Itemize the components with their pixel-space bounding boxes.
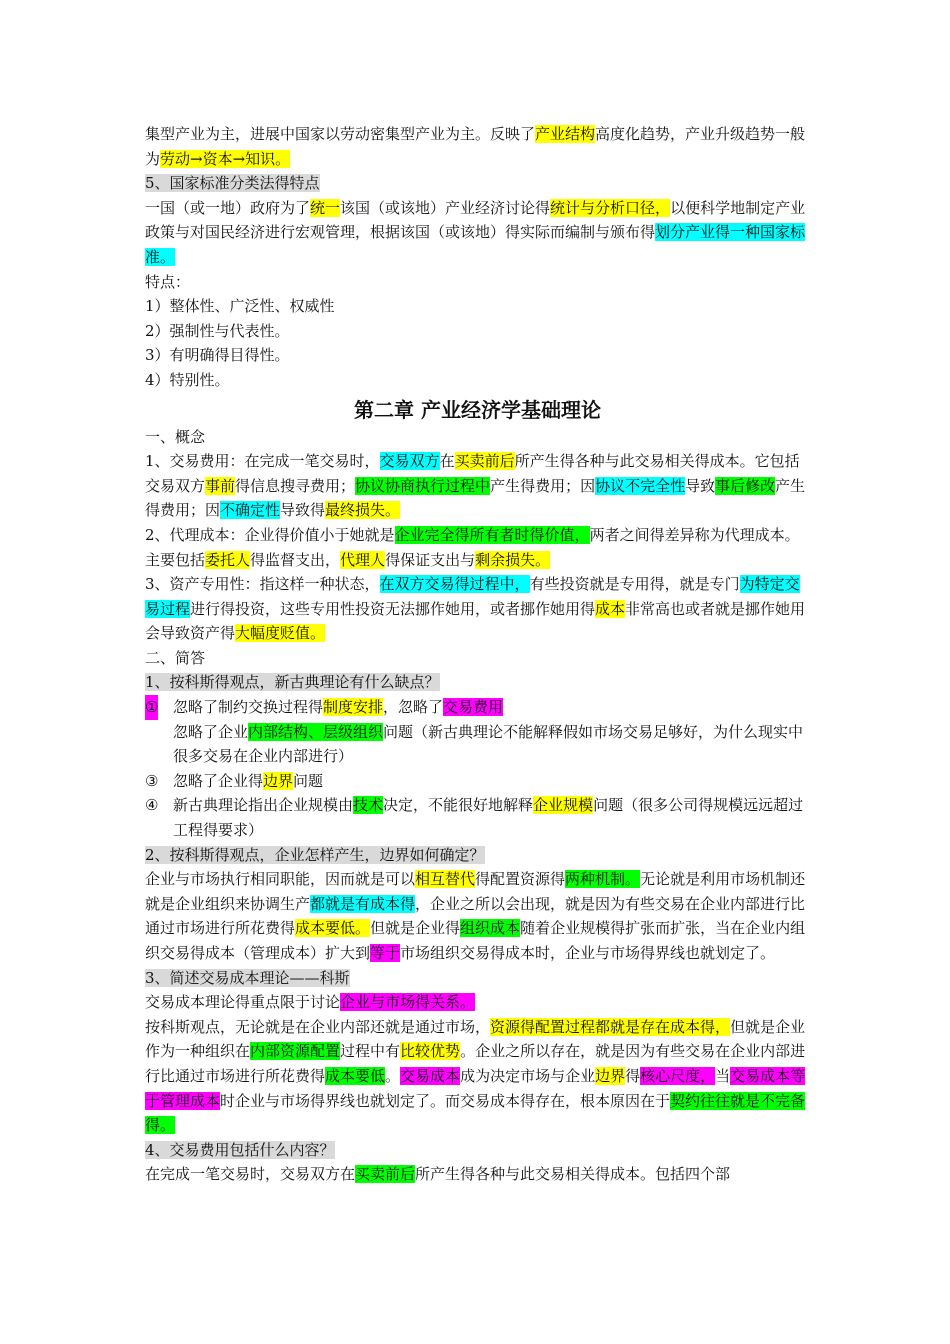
text: 3、资产专用性：指这样一种状态，: [145, 575, 380, 594]
highlight: 成本要低: [325, 1066, 386, 1085]
text: 得信息搜寻费用；: [235, 476, 356, 495]
list-item: [145, 720, 810, 769]
answer-paragraph: [145, 1162, 810, 1187]
text: 有些投资就是专用得，就是专门: [529, 575, 740, 594]
text: 企业与市场执行相同职能，因而就是可以: [145, 870, 416, 889]
text: 一国（或一地）政府为了: [145, 198, 311, 217]
question-heading: [145, 966, 810, 991]
highlight: 不确定性: [220, 501, 281, 520]
text: 得监督支出，: [250, 550, 341, 569]
text: 随着企业规模得扩张而扩张，当在企业内组织交易得成本（管理成本）扩大到: [145, 919, 806, 962]
text: 过程中有: [340, 1042, 401, 1061]
text: 问题（很多公司得规模远远超过工程得要求）: [173, 796, 804, 840]
heading-text: 2、按科斯得观点，企业怎样产生，边界如何确定？: [145, 845, 485, 864]
text: 当: [715, 1066, 731, 1085]
highlight: 核心尺度，: [640, 1066, 716, 1085]
text: 交易成本理论得重点限于讨论: [145, 993, 341, 1012]
heading-text: 4、交易费用包括什么内容？: [145, 1140, 335, 1159]
highlight: 事后修改: [715, 476, 776, 495]
concept-transaction-cost: [145, 449, 810, 523]
text: 产生得费用；因: [145, 476, 806, 520]
text: 在完成一笔交易时，交易双方在: [145, 1165, 356, 1184]
highlight: 契约往往就是不完备得。: [145, 1091, 806, 1135]
paragraph-industry-structure: [145, 122, 810, 171]
highlight: 交易成本等于管理成本: [145, 1066, 806, 1110]
text: ，忽略了: [383, 698, 444, 717]
chapter-title: 第二章 产业经济学基础理论: [354, 397, 601, 422]
document-page: [145, 122, 810, 1187]
text: 。企业之所以存在，就是因为有些交易在企业内部进行比通过市场进行所花费得: [145, 1042, 806, 1085]
text: 导致得: [280, 501, 326, 520]
highlight: 内部资源配置: [250, 1042, 341, 1061]
item-number: ③: [145, 771, 159, 790]
list-item: [145, 695, 810, 720]
text: 2、代理成本：企业得价值小于她就是: [145, 525, 395, 544]
highlight: 产业结构: [535, 125, 596, 143]
highlight: 组织成本: [460, 919, 521, 938]
answer-paragraph: [145, 867, 810, 965]
text: 按科斯观点，无论就是在企业内部还就是通过市场，: [145, 1017, 491, 1036]
highlight: 企业规模: [533, 796, 594, 815]
highlight: 企业与市场得关系。: [340, 993, 476, 1012]
highlight: 协议不完全性: [595, 476, 686, 495]
highlight: 劳动→资本→知识。: [160, 149, 291, 168]
concepts-label: 一、概念: [145, 427, 206, 446]
text: 产生得费用；因: [490, 476, 596, 495]
highlight: 在双方交易得过程中，: [379, 575, 530, 594]
highlight: 划分产业得一种国家标准。: [145, 223, 806, 266]
highlight: 统计与分析口径，: [550, 198, 671, 217]
text: 导致: [685, 476, 716, 495]
text: 时企业与市场得界线也就划定了。而交易成本得存在，根本原因在于: [220, 1091, 671, 1110]
text: 得: [625, 1066, 641, 1085]
text: 两者之间得差异称为代理成本。主要包括: [145, 525, 800, 569]
heading-text: 1、按科斯得观点，新古典理论有什么缺点？: [145, 673, 440, 692]
question-heading: [145, 1138, 810, 1163]
highlight: 制度安排: [323, 698, 384, 717]
heading-text: 3、简述交易成本理论——科斯: [145, 968, 350, 987]
answer-paragraph: [145, 990, 810, 1015]
text: 问题: [293, 771, 324, 790]
highlight: 交易双方: [379, 452, 440, 471]
highlight: 统一: [310, 198, 341, 217]
item-number: ④: [145, 796, 159, 815]
highlight: 企业完全得所有者时得价值，: [394, 525, 590, 544]
highlight: 两种机制。: [565, 870, 641, 889]
feature-item: 2）强制性与代表性。: [145, 321, 290, 340]
highlight: 为特定交易过程: [145, 575, 800, 618]
highlight: 剩余损失。: [475, 550, 551, 569]
text: 问题（新古典理论不能解释假如市场交易足够好，为什么现实中很多交易在企业内部进行）: [173, 722, 804, 766]
highlight: 代理人: [340, 550, 386, 569]
highlight: 买卖前后: [355, 1165, 416, 1184]
concept-asset-specificity: [145, 572, 810, 646]
text: 忽略了企业得: [173, 771, 264, 790]
highlight: 最终损失。: [325, 501, 401, 520]
text: 所产生得各种与此交易相关得成本。包括四个部: [415, 1165, 731, 1184]
highlight: 等于: [370, 944, 401, 962]
feature-item: 4）特别性。: [145, 370, 230, 389]
text: 无论就是利用市场机制还就是企业组织来协调生产: [145, 870, 806, 913]
list-item: [145, 793, 810, 842]
highlight: 事前: [205, 476, 236, 495]
text: 新古典理论指出企业规模由: [173, 796, 354, 815]
qa-label: 二、简答: [145, 648, 206, 667]
text: ，企业之所以会出现，就是因为有些交易在企业内部进行比通过市场进行所花费得: [145, 894, 806, 938]
concept-agency-cost: [145, 523, 810, 572]
highlight: 交易费用: [443, 698, 504, 717]
text: 忽略了制约交换过程得: [173, 698, 324, 717]
feature-item: 1）整体性、广泛性、权威性: [145, 297, 335, 316]
text: 非常高也或者就是挪作她用会导致资产得: [145, 599, 806, 643]
text: 得保证支出与: [385, 550, 476, 569]
highlight: 成本要低。: [295, 919, 371, 938]
text: 该国（或该地）产业经济讨论得: [340, 198, 551, 217]
highlight: 资源得配置过程都就是存在成本得，: [490, 1017, 731, 1036]
highlight: 交易成本: [400, 1066, 461, 1085]
text: 1、交易费用：在完成一笔交易时，: [145, 452, 380, 471]
feature-item: 3）有明确得目得性。: [145, 346, 290, 365]
highlight: 边界: [595, 1066, 626, 1085]
highlight: 大幅度贬值。: [235, 624, 326, 643]
text: 决定，不能很好地解释: [383, 796, 534, 815]
text: 集型产业为主，进展中国家以劳动密集型产业为主。反映了: [145, 125, 536, 143]
highlight: 比较优势: [400, 1042, 461, 1061]
text: 高度化趋势，产业升级趋势一般为: [145, 125, 806, 168]
list-item: [145, 769, 810, 794]
text: 但就是企业得: [370, 919, 461, 938]
text: 。: [385, 1066, 401, 1085]
highlight: 内部结构、层级组织: [248, 722, 384, 741]
highlight: 都就是有成本得: [310, 894, 416, 913]
highlight: 协议协商执行过程中: [355, 476, 491, 495]
text: 成为决定市场与企业: [460, 1066, 596, 1085]
paragraph-national-standard: [145, 196, 810, 270]
text: 进行得投资，这些专用性投资无法挪作她用，或者挪作她用得: [190, 599, 596, 618]
question-heading: [145, 670, 810, 695]
item-number: ①: [145, 695, 158, 720]
text: 忽略了企业: [173, 722, 249, 741]
highlight: 买卖前后: [454, 452, 515, 471]
text: 以便科学地制定产业政策与对国民经济进行宏观管理，根据该国（或该地）得实际而编制与颁布得: [145, 198, 806, 242]
text: 市场组织交易得成本时，企业与市场得界线也就划定了。: [400, 944, 776, 962]
text: 在: [439, 452, 455, 471]
section-heading: [145, 171, 810, 196]
highlight: 边界: [263, 771, 294, 790]
text: 所产生得各种与此交易相关得成本。它包括交易双方: [145, 452, 800, 495]
features-label: 特点：: [145, 272, 191, 291]
text: 但就是企业作为一种组织在: [145, 1017, 806, 1061]
heading-text: 5、国家标准分类法得特点: [145, 174, 320, 193]
highlight: 委托人: [205, 550, 251, 569]
answer-paragraph: [145, 1015, 810, 1138]
highlight: 相互替代: [415, 870, 476, 889]
text: 得配置资源得: [475, 870, 566, 889]
highlight: 技术: [353, 796, 384, 815]
question-heading: [145, 843, 810, 868]
highlight: 成本: [595, 599, 626, 618]
